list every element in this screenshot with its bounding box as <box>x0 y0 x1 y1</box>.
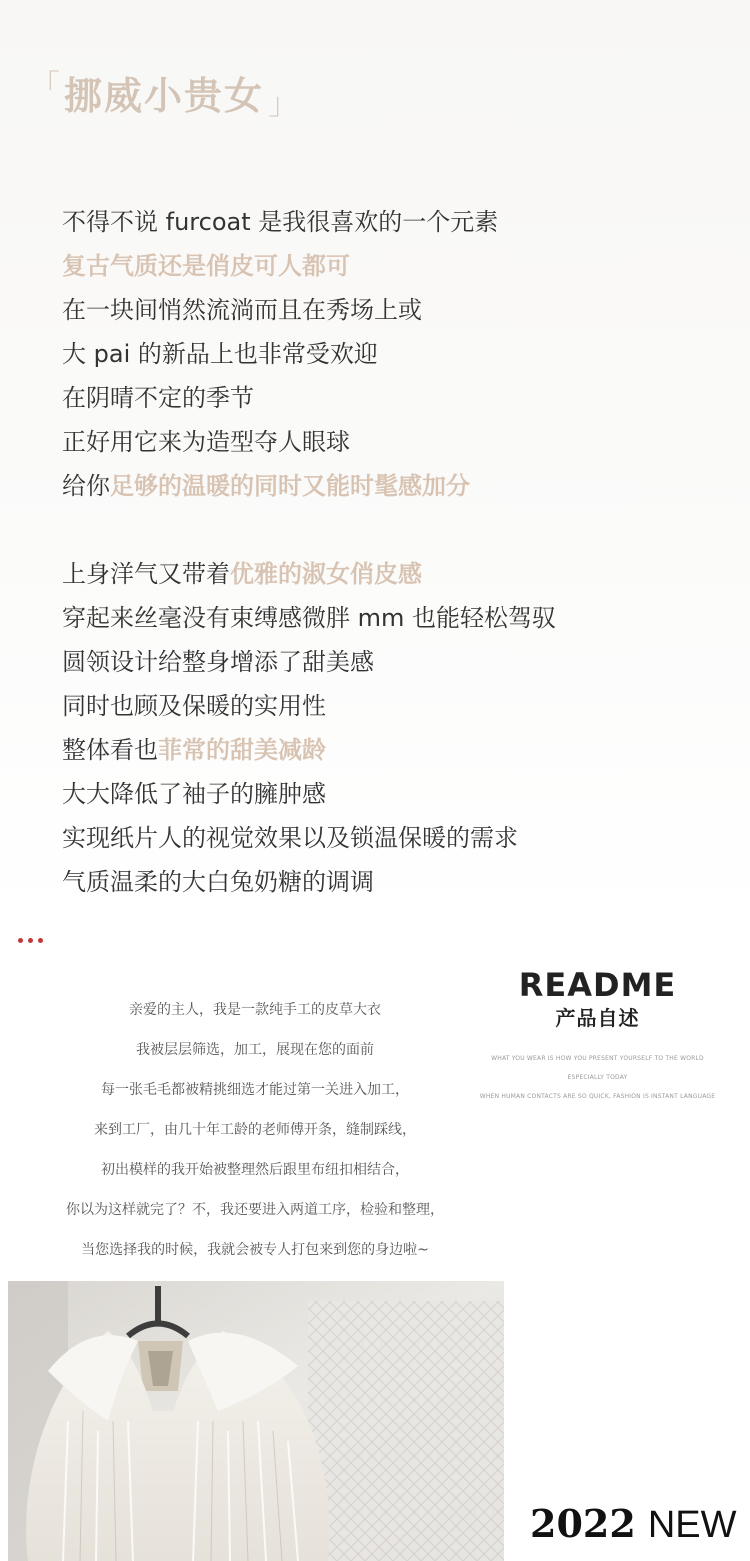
copy-line <box>62 376 556 420</box>
copy-line <box>62 728 556 772</box>
brand-name: 挪威小贵女 <box>64 73 265 118</box>
year-badge <box>530 1500 737 1549</box>
copy-line <box>62 860 556 904</box>
copy-text: 在阴晴不定的季节 <box>62 384 254 412</box>
copy-text: 圆领设计给整身增添了甜美感 <box>62 648 374 676</box>
copy-line <box>62 200 556 244</box>
copy-text: 大 pai 的新品上也非常受欢迎 <box>62 340 378 368</box>
copy-line <box>62 772 556 816</box>
copy-text: 气质温柔的大白兔奶糖的调调 <box>62 868 374 896</box>
copy-text: 正好用它来为造型夺人眼球 <box>62 428 350 456</box>
copy-text: 在一块间悄然流淌而且在秀场上或 <box>62 296 422 324</box>
story-line: 初出模样的我开始被整理然后跟里布纽扣相结合， <box>101 1162 409 1178</box>
paragraph-gap <box>62 508 556 552</box>
copy-text: 大大降低了袖子的臃肿感 <box>62 780 326 808</box>
ellipsis-dots-icon <box>18 938 43 943</box>
product-story <box>10 990 500 1270</box>
copy-text: 上身洋气又带着 <box>62 560 230 588</box>
story-line: 来到工厂，由几十年工龄的老师傅开条，缝制踩线， <box>94 1122 416 1138</box>
copy-line <box>62 244 556 288</box>
story-line: 你以为这样就完了？不，我还要进入两道工序，检验和整理， <box>66 1202 444 1218</box>
readme-heading <box>470 965 725 1106</box>
story-line: 亲爱的主人，我是一款纯手工的皮草大衣 <box>129 1002 381 1018</box>
readme-subtitle: 产品自述 <box>555 1006 640 1030</box>
copy-text: 给你 <box>62 472 110 500</box>
copy-line <box>62 816 556 860</box>
story-line: 每一张毛毛都被精挑细选才能过第一关进入加工， <box>101 1082 409 1098</box>
readme-tagline: WHEN HUMAN CONTACTS ARE SO QUICK, FASHION IS INSTANT LANGUAGE <box>479 1093 716 1100</box>
story-line: 当您选择我的时候，我就会被专人打包来到您的身边啦~ <box>81 1242 429 1258</box>
dot <box>18 938 23 943</box>
copy-highlight: 复古气质还是俏皮可人都可 <box>62 252 350 280</box>
copy-highlight: 足够的温暖的同时又能时髦感加分 <box>110 472 470 500</box>
readme-title: README <box>518 966 677 1004</box>
copy-highlight: 优雅的淑女俏皮感 <box>230 560 422 588</box>
copy-line <box>62 420 556 464</box>
brand-title <box>30 62 298 122</box>
copy-text: 实现纸片人的视觉效果以及锁温保暖的需求 <box>62 824 518 852</box>
copy-line <box>62 640 556 684</box>
copy-line <box>62 332 556 376</box>
copy-text: 不得不说 furcoat 是我很喜欢的一个元素 <box>62 208 499 236</box>
dot <box>28 938 33 943</box>
copy-line <box>62 288 556 332</box>
copy-line <box>62 684 556 728</box>
fur-coat-image <box>8 1281 504 1561</box>
copy-line <box>62 596 556 640</box>
description-copy <box>62 200 556 904</box>
year-word: NEW <box>647 1504 737 1546</box>
dot <box>38 938 43 943</box>
year-number: 2022 <box>530 1501 636 1546</box>
story-line: 我被层层筛选，加工，展现在您的面前 <box>136 1042 374 1058</box>
copy-line <box>62 464 556 508</box>
copy-highlight: 菲常的甜美减龄 <box>158 736 326 764</box>
brand-open-bracket: 「 <box>30 69 60 104</box>
brand-close-bracket: 」 <box>268 87 299 122</box>
copy-line <box>62 552 556 596</box>
product-photo <box>8 1281 504 1561</box>
copy-text: 穿起来丝毫没有束缚感微胖 mm 也能轻松驾驭 <box>62 604 557 632</box>
readme-tagline: ESPECIALLY TODAY <box>567 1074 628 1081</box>
copy-text: 同时也顾及保暖的实用性 <box>62 692 326 720</box>
readme-tagline: WHAT YOU WEAR IS HOW YOU PRESENT YOURSELF TO THE WORLD <box>491 1055 704 1062</box>
copy-text: 整体看也 <box>62 736 158 764</box>
